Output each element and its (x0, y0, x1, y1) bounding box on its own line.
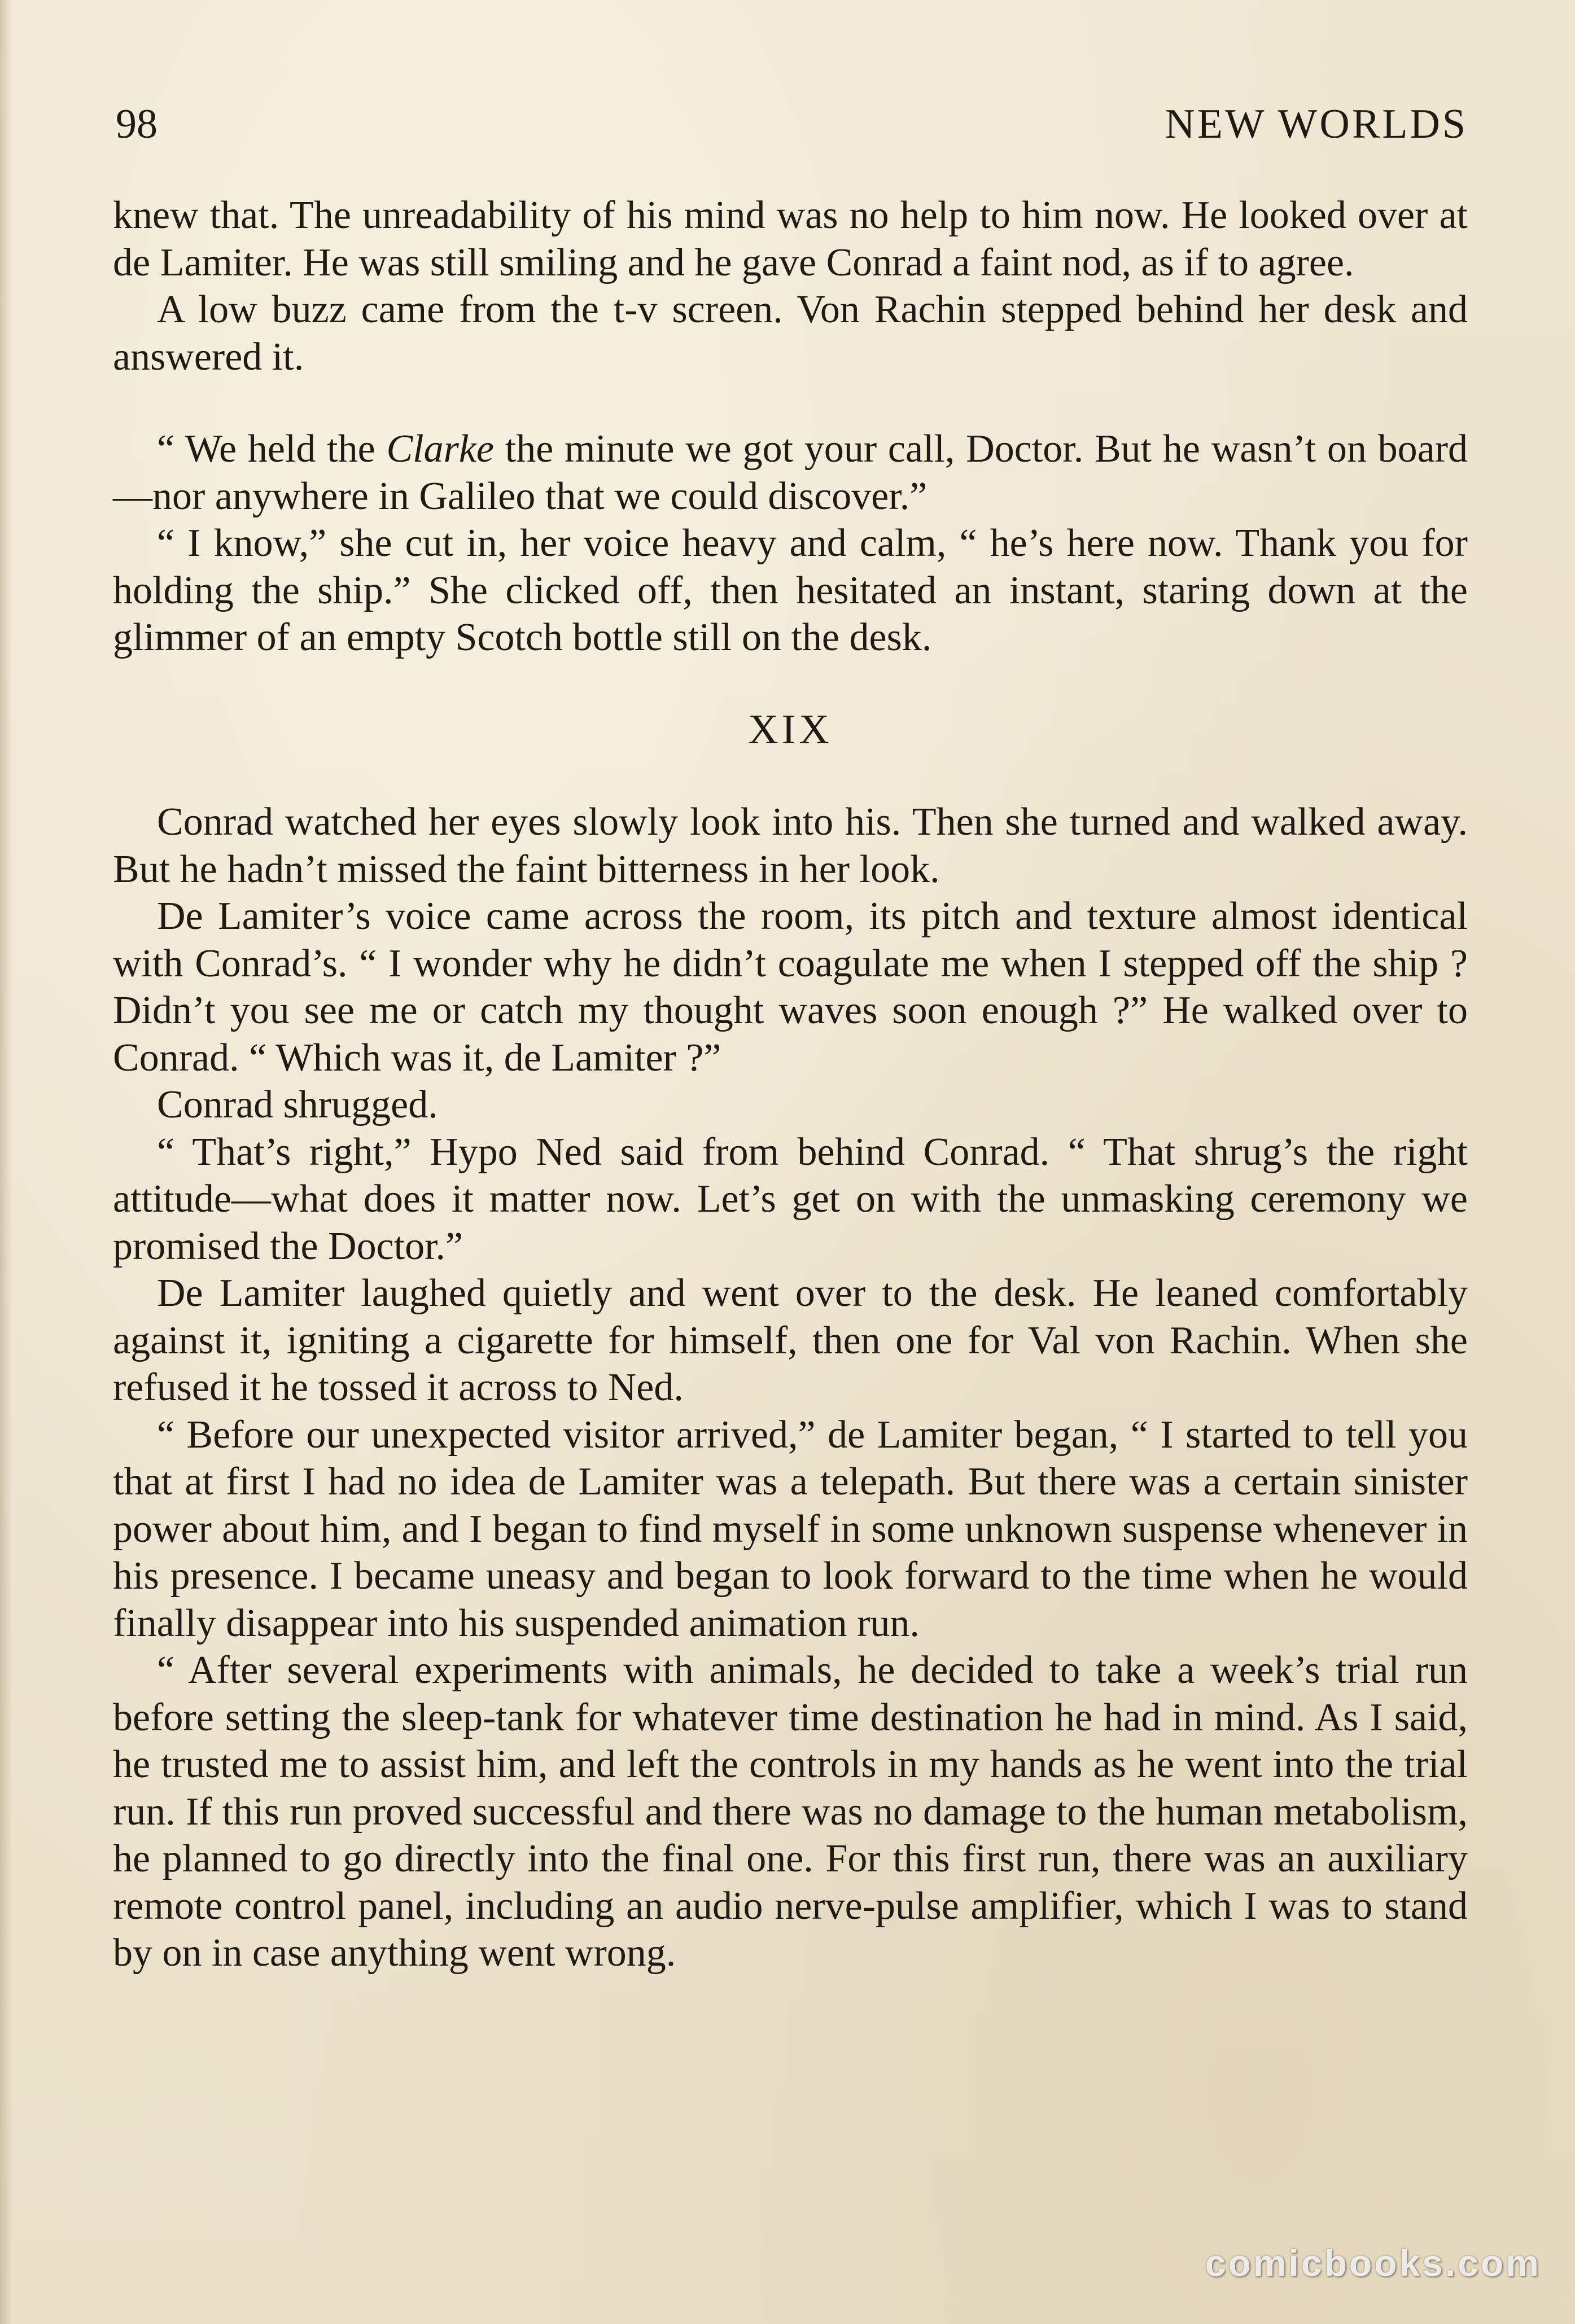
paragraph: “ We held the Clarke the minute we got your call, Doctor. But he wasn’t on board—nor anywhere in Galileo that we could discover.” (113, 427, 1468, 518)
ship-name: Clarke (386, 427, 494, 471)
paragraph: Conrad shrugged. (157, 1083, 438, 1126)
page-edge-shadow (0, 0, 12, 2324)
paragraph: A low buzz came from the t-v screen. Von Rachin stepped behind her desk and answered it. (113, 288, 1468, 379)
running-head: NEW WORLDS (1165, 101, 1468, 147)
page-header (116, 96, 1468, 152)
page-number: 98 (116, 101, 158, 147)
paragraph: knew that. The unreadability of his mind was no help to him now. He looked over at de Lamiter. He was still smiling and he gave Conrad a faint nod, as if to agree. (113, 194, 1468, 284)
paragraph: “ After several experiments with animals, he decided to take a week’s trial run before setting the sleep-tank for whatever time destination he had in mind. As I said, he trusted me to assist him, and left the controls in my hands as he went into the trial run. If this run proved successful and there was no damage to the human metabolism, he planned to go directly into the final one. For this first run, there was an auxiliary remote control panel, including an audio nerve-pulse amplifier, which I was to stand by on in case anything went wrong. (113, 1648, 1468, 1975)
paragraph: “ I know,” she cut in, her voice heavy and calm, “ he’s here now. Thank you for holding the ship.” She clicked off, then hesitated an instant, staring down at the glimmer of an empty Scotch bottle still on the desk. (113, 521, 1468, 659)
paragraph: De Lamiter laughed quietly and went over to the desk. He leaned comfortably against it, igniting a cigarette for himself, then one for Val von Rachin. When she refused it he tossed it across to Ned. (113, 1271, 1468, 1409)
body-text (113, 192, 1468, 1977)
paragraph: “ That’s right,” Hypo Ned said from behind Conrad. “ That shrug’s the right attitude—what does it matter now. Let’s get on with the unmasking ceremony we promised the Doctor.” (113, 1130, 1468, 1268)
watermark: comicbooks.com (1205, 2242, 1541, 2284)
chapter-heading: XIX (748, 706, 833, 753)
paragraph: De Lamiter’s voice came across the room, its pitch and texture almost identical with Conrad’s. “ I wonder why he didn’t coagulate me when I stepped off the ship ? Didn’t you see me or catch my thought waves soon enough ?” He walked over to Conrad. “ Which was it, de Lamiter ?” (113, 894, 1468, 1080)
paragraph: Conrad watched her eyes slowly look into his. Then she turned and walked away. But he hadn’t missed the faint bitterness in her look. (113, 800, 1468, 891)
paragraph: “ Before our unexpected visitor arrived,” de Lamiter began, “ I started to tell you that at first I had no idea de Lamiter was a telepath. But there was a certain sinister power about him, and I began to find myself in some unknown suspense whenever in his presence. I became uneasy and began to look forward to the time when he would finally disappear into his suspended animation run. (113, 1413, 1468, 1645)
